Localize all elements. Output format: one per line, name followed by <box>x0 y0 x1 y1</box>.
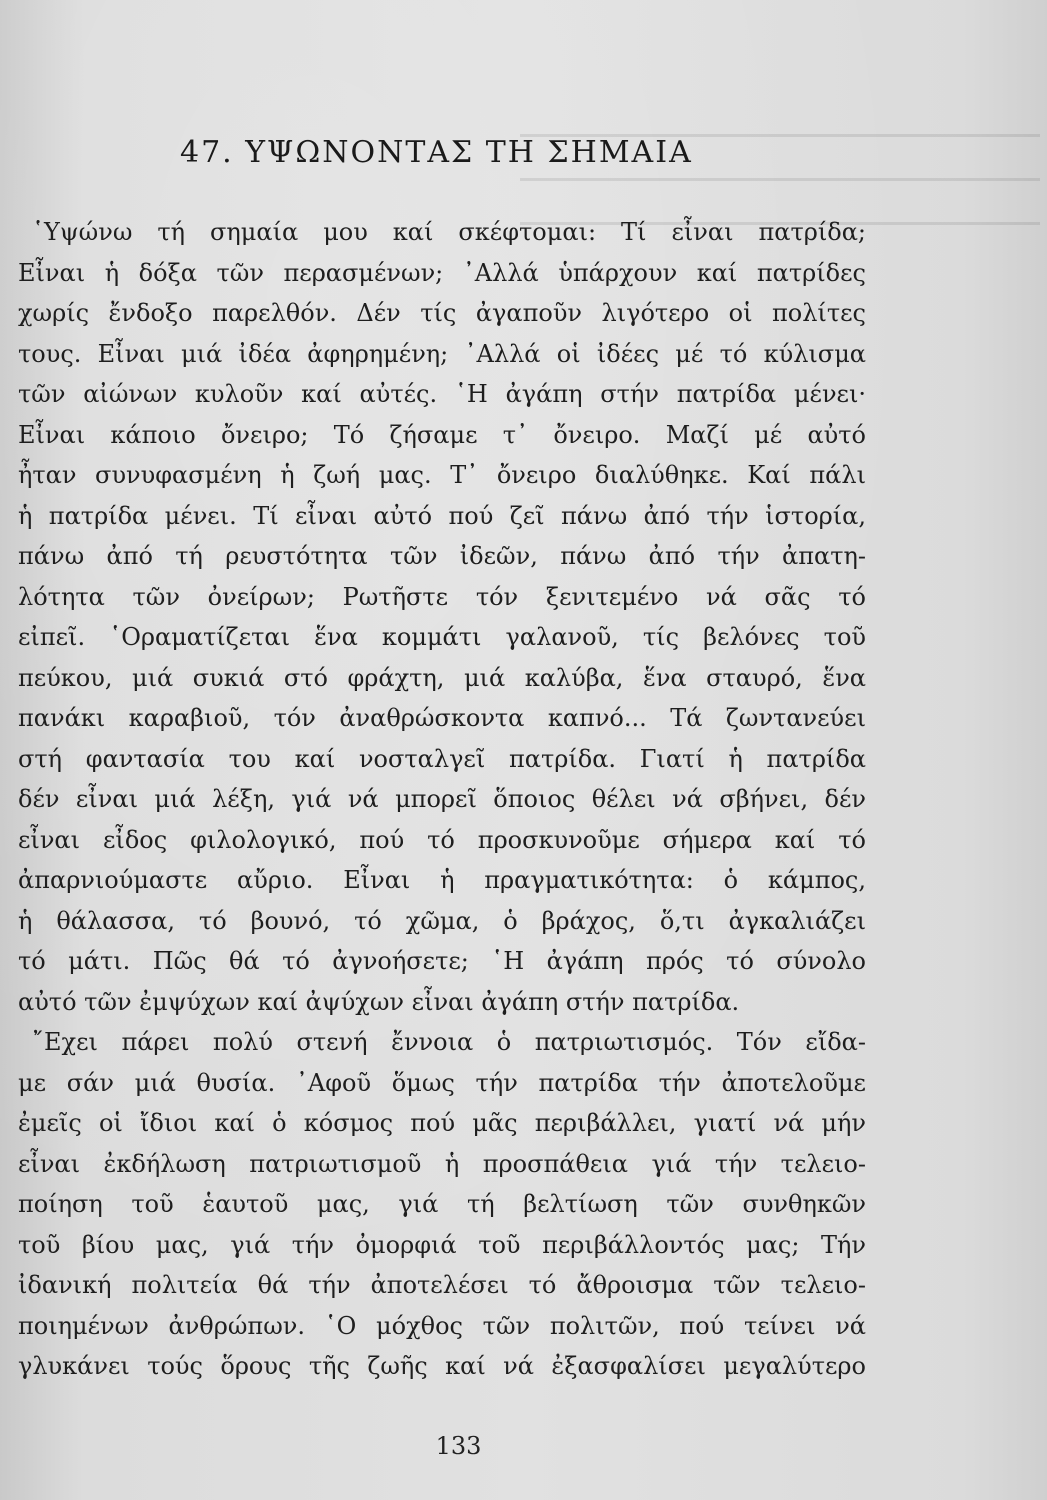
text-line: ἦταν συνυφασμένη ἡ ζωή μας. Τ᾿ ὄνειρο διαλύθηκε. Καί πάλι <box>18 461 866 489</box>
text-line: ῎Εχει πάρει πολύ στενή ἔννοια ὁ πατριωτισμός. Τόν εἴδα- <box>32 1028 866 1056</box>
text-line: πεύκου, μιά συκιά στό φράχτη, μιά καλύβα, ἕνα σταυρό, ἕνα <box>18 663 866 692</box>
text-line: αὐτό τῶν ἐμψύχων καί ἀψύχων εἶναι ἀγάπη στήν πατρίδα. <box>18 987 740 1016</box>
text-line: δέν εἶναι μιά λέξη, γιά νά μπορεῖ ὅποιος θέλει νά σβήνει, δέν <box>18 785 866 813</box>
text-line: ἐμεῖς οἱ ἴδιοι καί ὁ κόσμος πού μᾶς περιβάλλει, γιατί νά μήν <box>18 1109 866 1137</box>
text-line: εἶναι ἐκδήλωση πατριωτισμοῦ ἡ προσπάθεια γιά τήν τελειο- <box>18 1149 866 1178</box>
text-line: ἀπαρνιούμαστε αὔριο. Εἶναι ἡ πραγματικότητα: ὁ κάμπος, <box>18 866 866 894</box>
text-line: ἡ πατρίδα μένει. Τί εἶναι αὐτό πού ζεῖ πάνω ἀπό τήν ἱστορία, <box>18 501 866 530</box>
text-line: με σάν μιά θυσία. ᾿Αφοῦ ὅμως τήν πατρίδα τήν ἀποτελοῦμε <box>18 1068 866 1097</box>
text-line: λότητα τῶν ὀνείρων; Ρωτῆστε τόν ξενιτεμένο νά σᾶς τό <box>18 582 866 611</box>
text-line: ἡ θάλασσα, τό βουνό, τό χῶμα, ὁ βράχος, ὅ,τι ἀγκαλιάζει <box>18 906 866 935</box>
chapter-title: 47. ΥΨΩΝΟΝΤΑΣ ΤΗ ΣΗΜΑΙΑ <box>180 135 693 170</box>
text-line: τοῦ βίου μας, γιά τήν ὀμορφιά τοῦ περιβάλλοντός μας; Τήν <box>18 1230 866 1259</box>
text-line: στή φαντασία του καί νοσταλγεῖ πατρίδα. Γιατί ἡ πατρίδα <box>18 744 866 773</box>
text-line: τους. Εἶναι μιά ἰδέα ἀφηρημένη; ᾿Αλλά οἱ ἰδέες μέ τό κύλισμα <box>18 339 866 368</box>
text-line: τό μάτι. Πῶς θά τό ἀγνοήσετε; ῾Η ἀγάπη πρός τό σύνολο <box>18 947 866 975</box>
text-line: Εἶναι ἡ δόξα τῶν περασμένων; ᾿Αλλά ὑπάρχουν καί πατρίδες <box>18 258 866 287</box>
text-line: γλυκάνει τούς ὅρους τῆς ζωῆς καί νά ἐξασφαλίσει μεγαλύτερο <box>18 1352 866 1380</box>
text-line: Εἶναι κάποιο ὄνειρο; Τό ζήσαμε τ᾿ ὄνειρο. Μαζί μέ αὐτό <box>18 420 866 449</box>
text-line: ῾Υψώνω τή σημαία μου καί σκέφτομαι: Τί εἶναι πατρίδα; <box>32 218 866 246</box>
text-line: πάνω ἀπό τή ρευστότητα τῶν ἰδεῶν, πάνω ἀπό τήν ἀπατη- <box>18 542 866 570</box>
text-line: πανάκι καραβιοῦ, τόν ἀναθρώσκοντα καπνό... Τά ζωντανεύει <box>18 704 866 732</box>
text-line: τῶν αἰώνων κυλοῦν καί αὐτές. ῾Η ἀγάπη στήν πατρίδα μένει· <box>18 380 866 408</box>
page-number: 133 <box>435 1432 482 1460</box>
text-line: ποιημένων ἀνθρώπων. ῾Ο μόχθος τῶν πολιτῶν, πού τείνει νά <box>18 1311 866 1340</box>
text-line: εἶναι εἶδος φιλολογικό, πού τό προσκυνοῦμε σήμερα καί τό <box>18 825 866 854</box>
text-line: χωρίς ἔνδοξο παρελθόν. Δέν τίς ἀγαποῦν λιγότερο οἱ πολίτες <box>18 299 866 327</box>
body-text <box>18 212 866 1387</box>
text-line: εἰπεῖ. ῾Οραματίζεται ἕνα κομμάτι γαλανοῦ, τίς βελόνες τοῦ <box>18 623 866 651</box>
text-line: ποίηση τοῦ ἑαυτοῦ μας, γιά τή βελτίωση τῶν συνθηκῶν <box>18 1190 866 1218</box>
text-line: ἰδανική πολιτεία θά τήν ἀποτελέσει τό ἄθροισμα τῶν τελειο- <box>18 1271 866 1299</box>
